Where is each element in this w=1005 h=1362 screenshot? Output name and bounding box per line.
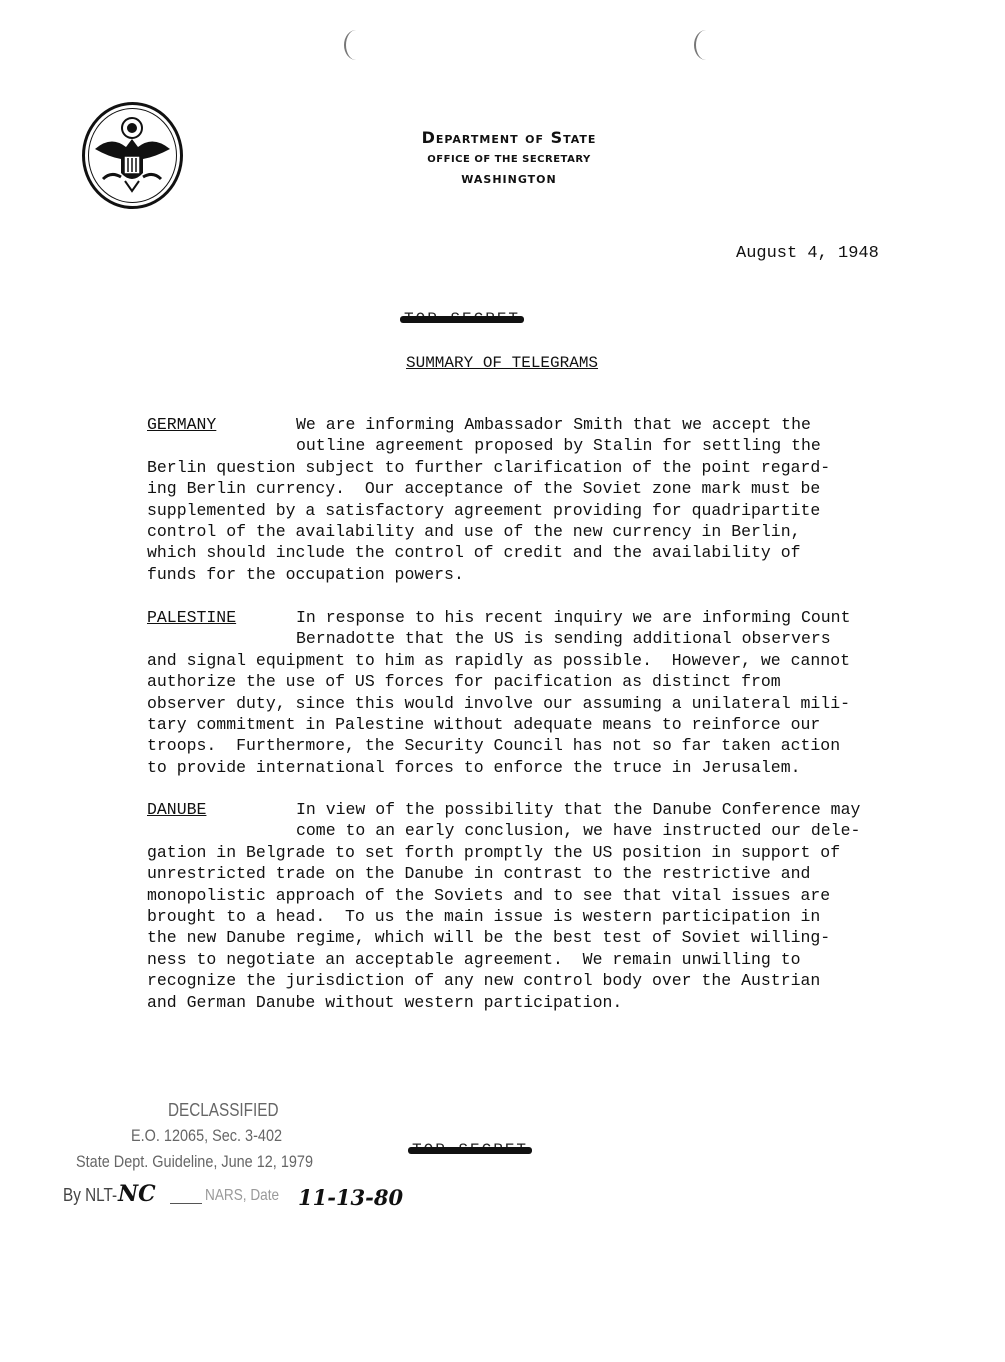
- section-line: We are informing Ambassador Smith that we accept the: [296, 415, 811, 434]
- section-line: Bernadotte that the US is sending additional observers: [296, 629, 831, 649]
- section-line: gation in Belgrade to set forth promptly the US position in support of: [147, 842, 841, 862]
- section-line: In response to his recent inquiry we are informing Count: [296, 608, 851, 627]
- section-danube: [147, 799, 907, 1013]
- section-line: authorize the use of US forces for pacification as distinct from: [147, 672, 781, 692]
- section-line: unrestricted trade on the Danube in contrast to the restrictive and: [147, 864, 811, 884]
- section-line: observer duty, since this would involve our assuming a unilateral mili-: [147, 693, 851, 713]
- declassified-guideline: State Dept. Guideline, June 12, 1979: [76, 1152, 313, 1171]
- declassified-date: 11-13-80: [298, 1185, 404, 1210]
- city-name: WASHINGTON: [461, 173, 557, 186]
- section-label: GERMANY: [147, 415, 217, 434]
- section-line: In view of the possibility that the Danube Conference may: [296, 800, 861, 819]
- section-label: DANUBE: [147, 800, 207, 819]
- section-line: and signal equipment to him as rapidly as possible. However, we cannot: [147, 650, 851, 670]
- classification-top-struck: [404, 310, 520, 328]
- section-line: brought to a head. To us the main issue is western participation in: [147, 906, 821, 926]
- declassified-initials: NC: [118, 1181, 156, 1207]
- section-line: ing Berlin currency. Our acceptance of the Soviet zone mark must be: [147, 479, 821, 499]
- section-line: ness to negotiate an acceptable agreement. We remain unwilling to: [147, 949, 801, 969]
- section-line: outline agreement proposed by Stalin for settling the: [296, 436, 821, 456]
- punch-hole-mark: [344, 30, 368, 60]
- section-line: to provide international forces to enforce the truce in Jerusalem.: [147, 757, 801, 777]
- section-germany: [147, 414, 907, 585]
- classification-bottom-struck: [412, 1141, 528, 1159]
- section-line: monopolistic approach of the Soviets and to see that vital issues are: [147, 885, 831, 905]
- document-date: August 4, 1948: [736, 244, 879, 263]
- declassified-title: DECLASSIFIED: [168, 1100, 279, 1120]
- section-line: and German Danube without western participation.: [147, 992, 623, 1012]
- punch-hole-mark: [694, 30, 718, 60]
- section-line: control of the availability and use of the new currency in Berlin,: [147, 521, 801, 541]
- declassified-eo: E.O. 12065, Sec. 3-402: [131, 1126, 283, 1145]
- department-seal-icon: [81, 101, 184, 210]
- declassified-by-prefix: By NLT-: [63, 1185, 118, 1205]
- section-line: Berlin question subject to further clarification of the point regard-: [147, 457, 831, 477]
- section-label: PALESTINE: [147, 608, 237, 627]
- document-title: SUMMARY OF TELEGRAMS: [406, 354, 599, 372]
- signature-line: [170, 1203, 202, 1204]
- strike-bar: [408, 1147, 532, 1154]
- section-line: troops. Furthermore, the Security Council has not so far taken action: [147, 736, 841, 756]
- strike-bar: [400, 316, 524, 323]
- office-name: OFFICE OF THE SECRETARY: [427, 154, 591, 165]
- department-name: Department of State: [421, 128, 597, 147]
- section-palestine: [147, 607, 907, 778]
- letterhead: [300, 128, 718, 188]
- section-line: which should include the control of credit and the availability of: [147, 543, 801, 563]
- section-line: recognize the jurisdiction of any new control body over the Austrian: [147, 971, 821, 991]
- section-line: come to an early conclusion, we have instructed our dele-: [296, 821, 861, 841]
- section-line: funds for the occupation powers.: [147, 564, 464, 584]
- declassified-nars: NARS, Date: [205, 1187, 280, 1204]
- section-line: supplemented by a satisfactory agreement providing for quadripartite: [147, 500, 821, 520]
- section-line: the new Danube regime, which will be the best test of Soviet willing-: [147, 928, 831, 948]
- section-line: tary commitment in Palestine without adequate means to reinforce our: [147, 714, 821, 734]
